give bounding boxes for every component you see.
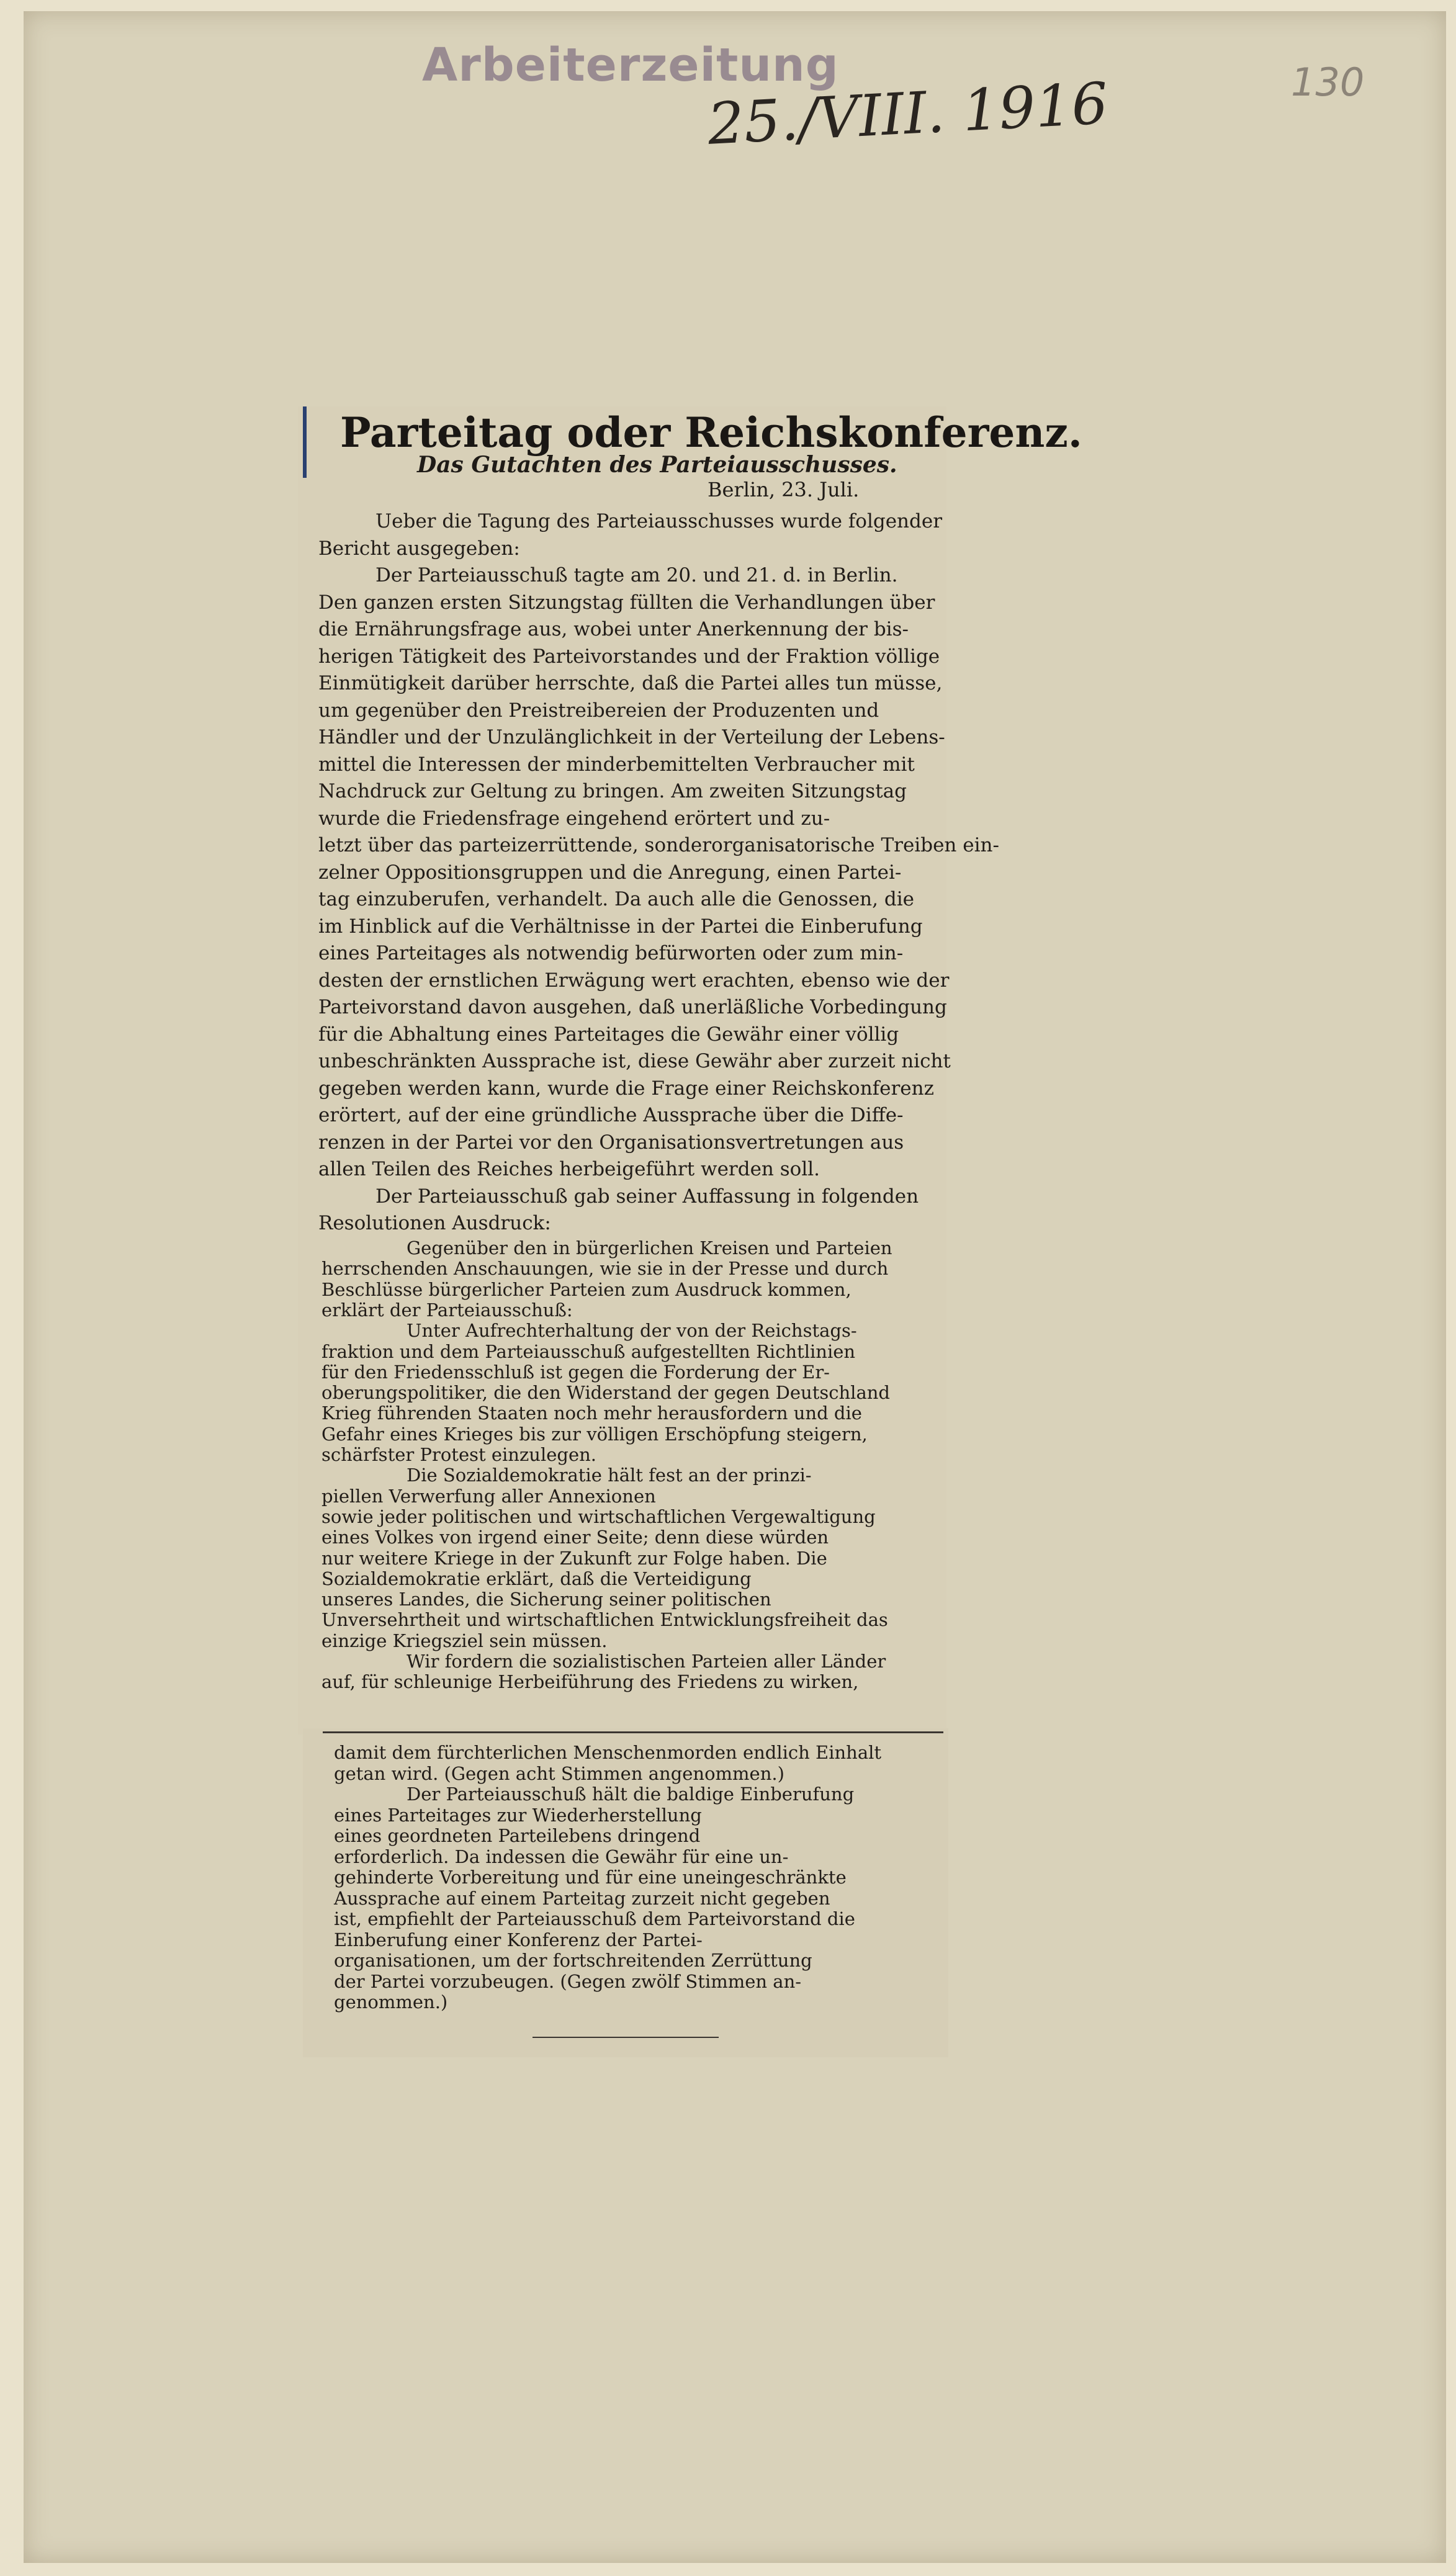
text-line: erklärt der Parteiausschuß: bbox=[321, 1299, 573, 1321]
text-line: Parteivorstand davon ausgehen, daß unerläßliche Vorbedingung bbox=[318, 996, 947, 1018]
text-line: ist, empfiehlt der Parteiausschuß dem Parteivorstand die bbox=[334, 1908, 855, 1929]
text-line: eines Volkes von irgend einer Seite; denn diese würden bbox=[321, 1527, 829, 1548]
text-line: allen Teilen des Reiches herbeigeführt werden soll. bbox=[318, 1158, 820, 1180]
end-rule bbox=[533, 2037, 719, 2038]
text-line: Unter Aufrechterhaltung der von der Reichstags- bbox=[407, 1320, 857, 1342]
text-line: eines geordneten Parteilebens dringend bbox=[334, 1825, 701, 1846]
text-line: nur weitere Kriege in der Zukunft zur Folge haben. Die bbox=[321, 1547, 827, 1569]
text-line: Den ganzen ersten Sitzungstag füllten die Verhandlungen über bbox=[318, 591, 935, 614]
text-line: einzige Kriegsziel sein müssen. bbox=[321, 1630, 608, 1651]
text-line: Der Parteiausschuß gab seiner Auffassung in folgenden bbox=[375, 1185, 919, 1208]
text-line: herrschenden Anschauungen, wie sie in der Presse und durch bbox=[321, 1258, 889, 1280]
text-line: wurde die Friedensfrage eingehend erörtert und zu- bbox=[318, 807, 830, 830]
newspaper-stamp: Arbeiterzeitung bbox=[422, 38, 839, 92]
text-line: damit dem fürchterlichen Menschenmorden endlich Einhalt bbox=[334, 1742, 882, 1763]
text-line: der Partei vorzubeugen. (Gegen zwölf Stimmen an- bbox=[334, 1970, 802, 1992]
text-line: Einberufung einer Konferenz der Partei- bbox=[334, 1929, 703, 1950]
text-line: unseres Landes, die Sicherung seiner politischen bbox=[321, 1589, 771, 1610]
text-line: tag einzuberufen, verhandelt. Da auch alle die Genossen, die bbox=[318, 888, 914, 910]
text-line: für die Abhaltung eines Parteitages die Gewähr einer völlig bbox=[318, 1023, 899, 1046]
text-line: Nachdruck zur Geltung zu bringen. Am zweiten Sitzungstag bbox=[318, 780, 907, 802]
text-line: erörtert, auf der eine gründliche Aussprache über die Diffe- bbox=[318, 1104, 904, 1126]
text-line: für den Friedensschluß ist gegen die Forderung der Er- bbox=[321, 1361, 830, 1383]
text-line: mittel die Interessen der minderbemittelten Verbraucher mit bbox=[318, 753, 915, 776]
text-line: schärfster Protest einzulegen. bbox=[321, 1444, 597, 1465]
text-line: Unversehrtheit und wirtschaftlichen Entwicklungsfreiheit das bbox=[321, 1609, 888, 1631]
text-line: unbeschränkten Aussprache ist, diese Gewähr aber zurzeit nicht bbox=[318, 1050, 951, 1072]
text-line: Bericht ausgegeben: bbox=[318, 537, 520, 560]
text-line: gegeben werden kann, wurde die Frage einer Reichskonferenz bbox=[318, 1077, 934, 1100]
text-line: Aussprache auf einem Parteitag zurzeit nicht gegeben bbox=[334, 1887, 830, 1909]
text-line: Beschlüsse bürgerlicher Parteien zum Ausdruck kommen, bbox=[321, 1278, 852, 1300]
text-line: fraktion und dem Parteiausschuß aufgestellten Richtlinien bbox=[321, 1340, 856, 1362]
text-line: organisationen, um der fortschreitenden Zerrüttung bbox=[334, 1950, 812, 1971]
text-line: Die Sozialdemokratie hält fest an der prinzi- bbox=[407, 1465, 812, 1486]
text-line: Sozialdemokratie erklärt, daß die Verteidigung bbox=[321, 1568, 752, 1589]
column-divider bbox=[323, 1731, 943, 1733]
text-line: desten der ernstlichen Erwägung wert erachten, ebenso wie der bbox=[318, 969, 950, 992]
text-line: Gegenüber den in bürgerlichen Kreisen und Parteien bbox=[407, 1237, 892, 1259]
article-subheadline: Das Gutachten des Parteiausschusses. bbox=[417, 452, 897, 478]
text-line: piellen Verwerfung aller Annexionen bbox=[321, 1485, 656, 1507]
text-line: Der Parteiausschuß hält die baldige Einberufung bbox=[407, 1784, 855, 1805]
page-number: 130 bbox=[1291, 60, 1365, 105]
article-headline: Parteitag oder Reichskonferenz. bbox=[340, 408, 1082, 457]
text-line: Der Parteiausschuß tagte am 20. und 21. d. in Berlin. bbox=[375, 564, 898, 586]
text-line: eines Parteitages als notwendig befürworten oder zum min- bbox=[318, 942, 904, 964]
text-line: um gegenüber den Preistreibereien der Produzenten und bbox=[318, 699, 879, 722]
text-line: letzt über das parteizerrüttende, sonderorganisatorische Treiben ein- bbox=[318, 834, 999, 856]
text-line: renzen in der Partei vor den Organisationsvertretungen aus bbox=[318, 1131, 904, 1154]
text-line: oberungspolitiker, die den Widerstand der gegen Deutschland bbox=[321, 1382, 890, 1404]
text-line: erforderlich. Da indessen die Gewähr für eine un- bbox=[334, 1846, 789, 1867]
text-line: Händler und der Unzulänglichkeit in der Verteilung der Lebens- bbox=[318, 726, 945, 748]
text-line: herigen Tätigkeit des Parteivorstandes und der Fraktion völlige bbox=[318, 645, 940, 668]
text-line: die Ernährungsfrage aus, wobei unter Anerkennung der bis- bbox=[318, 618, 909, 640]
clipping-edge-mark bbox=[303, 406, 307, 478]
text-line: sowie jeder politischen und wirtschaftlichen Vergewaltigung bbox=[321, 1506, 876, 1527]
text-line: Einmütigkeit darüber herrschte, daß die Partei alles tun müsse, bbox=[318, 672, 943, 694]
text-line: auf, für schleunige Herbeiführung des Friedens zu wirken, bbox=[321, 1671, 859, 1693]
text-line: eines Parteitages zur Wiederherstellung bbox=[334, 1804, 702, 1826]
text-line: Wir fordern die sozialistischen Parteien aller Länder bbox=[407, 1651, 886, 1672]
text-line: genommen.) bbox=[334, 1991, 448, 2013]
text-line: im Hinblick auf die Verhältnisse in der Partei die Einberufung bbox=[318, 915, 923, 938]
text-line: zelner Oppositionsgruppen und die Anregung, einen Partei- bbox=[318, 861, 902, 884]
text-line: Resolutionen Ausdruck: bbox=[318, 1212, 551, 1234]
text-line: Krieg führenden Staaten noch mehr herausfordern und die bbox=[321, 1402, 862, 1424]
text-line: Gefahr eines Krieges bis zur völligen Erschöpfung steigern, bbox=[321, 1423, 868, 1445]
text-line: gehinderte Vorbereitung und für eine uneingeschränkte bbox=[334, 1867, 847, 1888]
text-line: getan wird. (Gegen acht Stimmen angenommen.) bbox=[334, 1762, 784, 1784]
text-line: Ueber die Tagung des Parteiausschusses wurde folgender bbox=[375, 510, 943, 532]
handwritten-date: 25./VIII. 1916 bbox=[706, 70, 1110, 158]
article-dateline: Berlin, 23. Juli. bbox=[708, 478, 860, 501]
